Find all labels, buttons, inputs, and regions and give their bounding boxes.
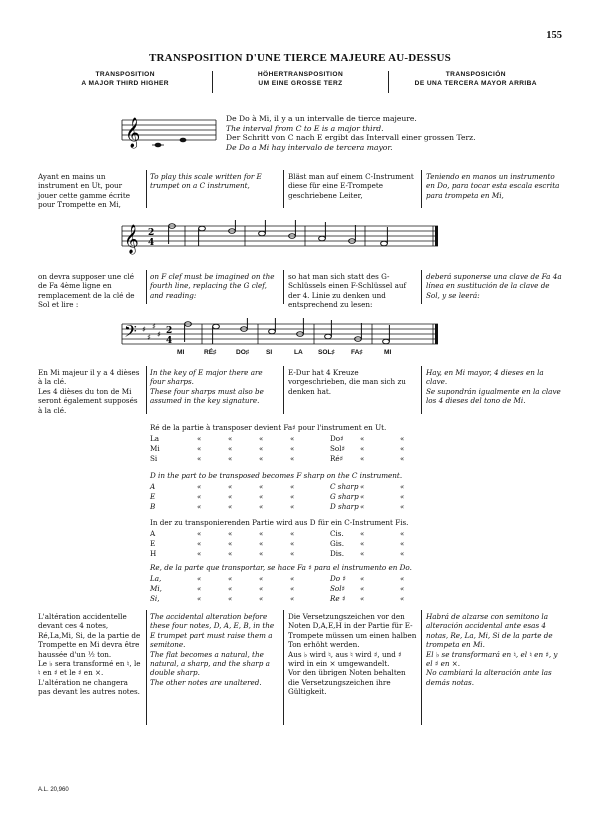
para2-en: on F clef must be imagined on the fourth line, replacing the G clef, and reading: [150, 272, 275, 300]
ditto-mark: « [197, 434, 202, 443]
ditto-mark: « [259, 529, 264, 538]
ditto-mark: « [259, 584, 264, 593]
source-note: E [150, 539, 156, 548]
para4-es-line: El ♭ se transformará en ♮, el ♮ en ♯, y el ♯ en ×. [426, 649, 558, 669]
table-heading: In der zu transponierenden Partie wird aus D für ein C-Instrument Fis. [150, 518, 409, 527]
ditto-mark: « [290, 482, 295, 491]
para4-es-line: No cambiará la alteración ante las demás notas. [426, 668, 552, 687]
ditto-mark: « [290, 434, 295, 443]
ditto-mark: « [228, 539, 233, 548]
ditto-mark: « [360, 444, 365, 453]
plate-number: A.L. 20,960 [38, 787, 69, 793]
target-note: Dis. [330, 549, 345, 558]
ditto-mark: « [290, 594, 295, 603]
ditto-mark: « [400, 444, 405, 453]
note-name: DO♯ [236, 349, 250, 356]
para4-en-line: The other notes are unaltered. [150, 677, 262, 687]
source-note: Mi, [150, 584, 162, 593]
note-name: FA♯ [351, 349, 363, 356]
ditto-mark: « [400, 434, 405, 443]
para3-en-line: In the key of E major there are four sharps. [150, 368, 263, 387]
ditto-mark: « [259, 482, 264, 491]
ditto-mark: « [228, 444, 233, 453]
page-title: TRANSPOSITION D'UNE TIERCE MAJEURE AU-DESSUS [149, 52, 451, 64]
intro-fr: De Do à Mi, il y a un intervalle de tierce majeure. [226, 114, 417, 123]
table-row [150, 594, 450, 604]
ditto-mark: « [259, 492, 264, 501]
svg-text:♯: ♯ [142, 325, 146, 334]
para2-de: so hat man sich statt des G-Schlüssels einen F-Schlüssel auf der 4. Linie zu denken und entsprechend zu lesen: [288, 272, 407, 310]
subtitle-es-line1: TRANSPOSICIÓN [445, 71, 506, 78]
ditto-mark: « [400, 502, 405, 511]
ditto-mark: « [259, 594, 264, 603]
para4-en-line: The flat becomes a natural, the natural, a sharp, and the sharp a double sharp. [150, 649, 270, 678]
treble-clef-icon: 𝄞 [125, 118, 141, 148]
intro-en: The interval from C to E is a major third. [226, 123, 384, 133]
svg-text:♯: ♯ [152, 322, 156, 331]
table-row [150, 529, 450, 539]
para3-en [150, 368, 278, 406]
para3-fr-line: Les 4 dièses du ton de Mi seront également supposés à la clé. [38, 386, 138, 415]
ditto-mark: « [228, 502, 233, 511]
table-heading: Re, de la parte que transportar, se hace Fa ♯ para el instrumento en Do. [150, 563, 412, 572]
table-row [150, 454, 450, 464]
source-note: B [150, 502, 156, 511]
ditto-mark: « [259, 444, 264, 453]
para1-fr: Ayant en mains un instrument en Ut, pour jouer cette gamme écrite pour Trompette en Mi, [38, 172, 130, 210]
note-name: RÉ♯ [204, 349, 217, 356]
subtitle-row [38, 70, 563, 93]
source-note: Mi [150, 444, 160, 453]
para3-fr [38, 368, 142, 415]
para4-fr [38, 612, 142, 697]
ditto-mark: « [197, 594, 202, 603]
ditto-mark: « [290, 549, 295, 558]
trumpet-scale-staff [120, 220, 442, 264]
ditto-mark: « [360, 434, 365, 443]
ditto-mark: « [360, 539, 365, 548]
para1-en: To play this scale written for E trumpet on a C instrument, [150, 172, 262, 191]
target-note: Sol♯ [330, 584, 346, 593]
note-name: LA [294, 349, 303, 356]
ditto-mark: « [360, 574, 365, 583]
ditto-mark: « [360, 454, 365, 463]
ditto-mark: « [228, 492, 233, 501]
svg-text:♯: ♯ [147, 333, 151, 342]
ditto-mark: « [290, 584, 295, 593]
table-row [150, 502, 450, 512]
interval-staff [120, 112, 220, 156]
intro-es: De Do a Mi hay intervalo de tercera mayor. [226, 142, 393, 152]
subtitle-fr [38, 70, 212, 93]
ditto-mark: « [259, 549, 264, 558]
para3-es [426, 368, 562, 406]
source-note: A [150, 529, 156, 538]
subtitle-es [389, 70, 563, 93]
ditto-mark: « [400, 584, 405, 593]
ditto-mark: « [400, 549, 405, 558]
table-row [150, 584, 450, 594]
para3-en-line: These four sharps must also be assumed in the key signature. [150, 386, 264, 406]
note-name: SI [266, 349, 273, 356]
ditto-mark: « [197, 574, 202, 583]
target-note: Do♯ [330, 434, 344, 443]
ditto-mark: « [400, 482, 405, 491]
subtitle-de-line2: UM EINE GROSSE TERZ [258, 80, 343, 87]
svg-text:♯: ♯ [157, 330, 161, 339]
ditto-mark: « [400, 529, 405, 538]
target-note: Gis. [330, 539, 345, 548]
table-row [150, 539, 450, 549]
table-row [150, 574, 450, 584]
para3-es-line: Se supondrán igualmente en la clave los 4 dieses del tono de Mi. [426, 386, 561, 406]
table-row [150, 492, 450, 502]
ditto-mark: « [400, 492, 405, 501]
target-note: Ré♯ [330, 454, 344, 463]
ditto-mark: « [360, 502, 365, 511]
ditto-mark: « [228, 549, 233, 558]
para4-de [288, 612, 418, 697]
para3-de-line: E-Dur hat 4 Kreuze vorgeschrieben, die man sich zu denken hat. [288, 368, 406, 396]
ditto-mark: « [197, 529, 202, 538]
ditto-mark: « [400, 539, 405, 548]
ditto-mark: « [228, 482, 233, 491]
source-note: A [150, 482, 156, 491]
target-note: G sharp [330, 492, 359, 501]
ditto-mark: « [400, 594, 405, 603]
target-note: Do ♯ [330, 574, 346, 583]
table-heading: Ré de la partie à transposer devient Fa♯ pour l'instrument en Ut. [150, 423, 387, 432]
ditto-mark: « [360, 584, 365, 593]
target-note: C sharp [330, 482, 359, 491]
ditto-mark: « [259, 502, 264, 511]
source-note: H [150, 549, 157, 558]
table-row [150, 482, 450, 492]
para4-fr-line: Le ♭ sera transformé en ♮, le ♮ en ♯ et le ♯ en ×. [38, 659, 141, 678]
svg-text:2: 2 [166, 326, 173, 336]
svg-text:4: 4 [166, 336, 173, 346]
ditto-mark: « [228, 434, 233, 443]
ditto-mark: « [290, 539, 295, 548]
source-note: E [150, 492, 156, 501]
table-heading: D in the part to be transposed becomes F sharp on the C instrument. [150, 471, 403, 480]
table-row [150, 549, 450, 559]
subtitle-de [213, 70, 387, 93]
target-note: D sharp [330, 502, 359, 511]
intro-de: Der Schritt von C nach E ergibt das Intervall einer grossen Terz. [226, 133, 476, 143]
ditto-mark: « [228, 584, 233, 593]
ditto-mark: « [228, 594, 233, 603]
source-note: Si [150, 454, 158, 463]
ditto-mark: « [197, 492, 202, 501]
para4-es-line: Habrá de alzarse con semitono la alteración accidental ante esas 4 notas, Re, La, Mi, Si de la parte de trompeta en Mi. [426, 612, 553, 650]
subtitle-fr-line2: A MAJOR THIRD HIGHER [81, 80, 169, 87]
note-name: MI [384, 349, 392, 356]
svg-text:4: 4 [148, 238, 155, 248]
ditto-mark: « [290, 574, 295, 583]
para2-fr: on devra supposer une clé de Fa 4ème ligne en remplacement de la clé de Sol et lire : [38, 272, 135, 310]
subtitle-es-line2: DE UNA TERCERA MAYOR ARRIBA [414, 80, 537, 87]
ditto-mark: « [360, 529, 365, 538]
bass-clef-icon: 𝄢 [124, 321, 137, 345]
para1-es: Teniendo en manos un instrumento en Do, para tocar esta escala escrita para trompeta en Mi, [426, 172, 560, 200]
ditto-mark: « [197, 584, 202, 593]
note-name: MI [177, 349, 185, 356]
intro-text [226, 114, 526, 152]
para2-es: deberá suponerse una clave de Fa 4a línea en sustitución de la clave de Sol, y se leerá: [426, 272, 562, 300]
ditto-mark: « [228, 529, 233, 538]
ditto-mark: « [360, 482, 365, 491]
source-note: La, [150, 574, 162, 583]
para4-de-line: Vor den übrigen Noten behalten die Versetzungszeichen ihre Gültigkeit. [288, 668, 406, 697]
para3-es-line: Hay, en Mi mayor, 4 dieses en la clave. [426, 368, 544, 387]
ditto-mark: « [360, 594, 365, 603]
subtitle-de-line1: HÖHERTRANSPOSITION [257, 71, 344, 78]
ditto-mark: « [360, 492, 365, 501]
para4-fr-line: L'altération ne changera pas devant les autres notes. [38, 677, 140, 697]
source-note: Si, [150, 594, 160, 603]
target-note: Cis. [330, 529, 344, 538]
para4-en-line: The accidental alteration before these four notes, D, A, E, B, in the E trumpet part must raise them a semitone. [150, 612, 275, 650]
ditto-mark: « [259, 574, 264, 583]
note-name: SOL♯ [318, 349, 335, 356]
para1-de: Bläst man auf einem C-Instrument diese für eine E-Trompete geschriebene Leiter, [288, 172, 414, 200]
ditto-mark: « [197, 482, 202, 491]
ditto-mark: « [259, 539, 264, 548]
ditto-mark: « [259, 454, 264, 463]
ditto-mark: « [197, 502, 202, 511]
ditto-mark: « [197, 454, 202, 463]
target-note: Re ♯ [330, 594, 346, 603]
subtitle-fr-line1: TRANSPOSITION [95, 71, 155, 78]
source-note: La [150, 434, 160, 443]
table-row [150, 434, 450, 444]
treble-clef-icon: 𝄞 [124, 224, 139, 253]
ditto-mark: « [228, 454, 233, 463]
para4-en [150, 612, 278, 687]
ditto-mark: « [290, 444, 295, 453]
ditto-mark: « [400, 574, 405, 583]
ditto-mark: « [400, 454, 405, 463]
ditto-mark: « [290, 454, 295, 463]
para4-fr-line: L'altération accidentelle devant ces 4 notes, Ré,La,Mi, Si, de la partie de Trompette en Mi devra être haussée d'un ½ ton. [38, 612, 141, 659]
target-note: Sol♯ [330, 444, 346, 453]
ditto-mark: « [197, 444, 202, 453]
para4-de-line: Aus ♭ wird ♮, aus ♮ wird ♯, und ♯ wird in ein × umgewandelt. [288, 649, 402, 669]
para4-es [426, 612, 562, 687]
page-number: 155 [546, 30, 562, 41]
table-row [150, 444, 450, 454]
ditto-mark: « [290, 492, 295, 501]
para4-de-line: Die Versetzungszeichen vor den Noten D,A,E,H in der Partie für E-Trompete müssen um einen halben Ton erhöht werden. [288, 612, 417, 650]
transposed-scale-staff [120, 318, 442, 352]
ditto-mark: « [290, 502, 295, 511]
para3-de [288, 368, 418, 396]
svg-text:2: 2 [148, 228, 155, 238]
ditto-mark: « [197, 539, 202, 548]
ditto-mark: « [228, 574, 233, 583]
ditto-mark: « [360, 549, 365, 558]
ditto-mark: « [259, 434, 264, 443]
para3-fr-line: En Mi majeur il y a 4 dièses à la clé. [38, 368, 140, 387]
ditto-mark: « [197, 549, 202, 558]
ditto-mark: « [290, 529, 295, 538]
